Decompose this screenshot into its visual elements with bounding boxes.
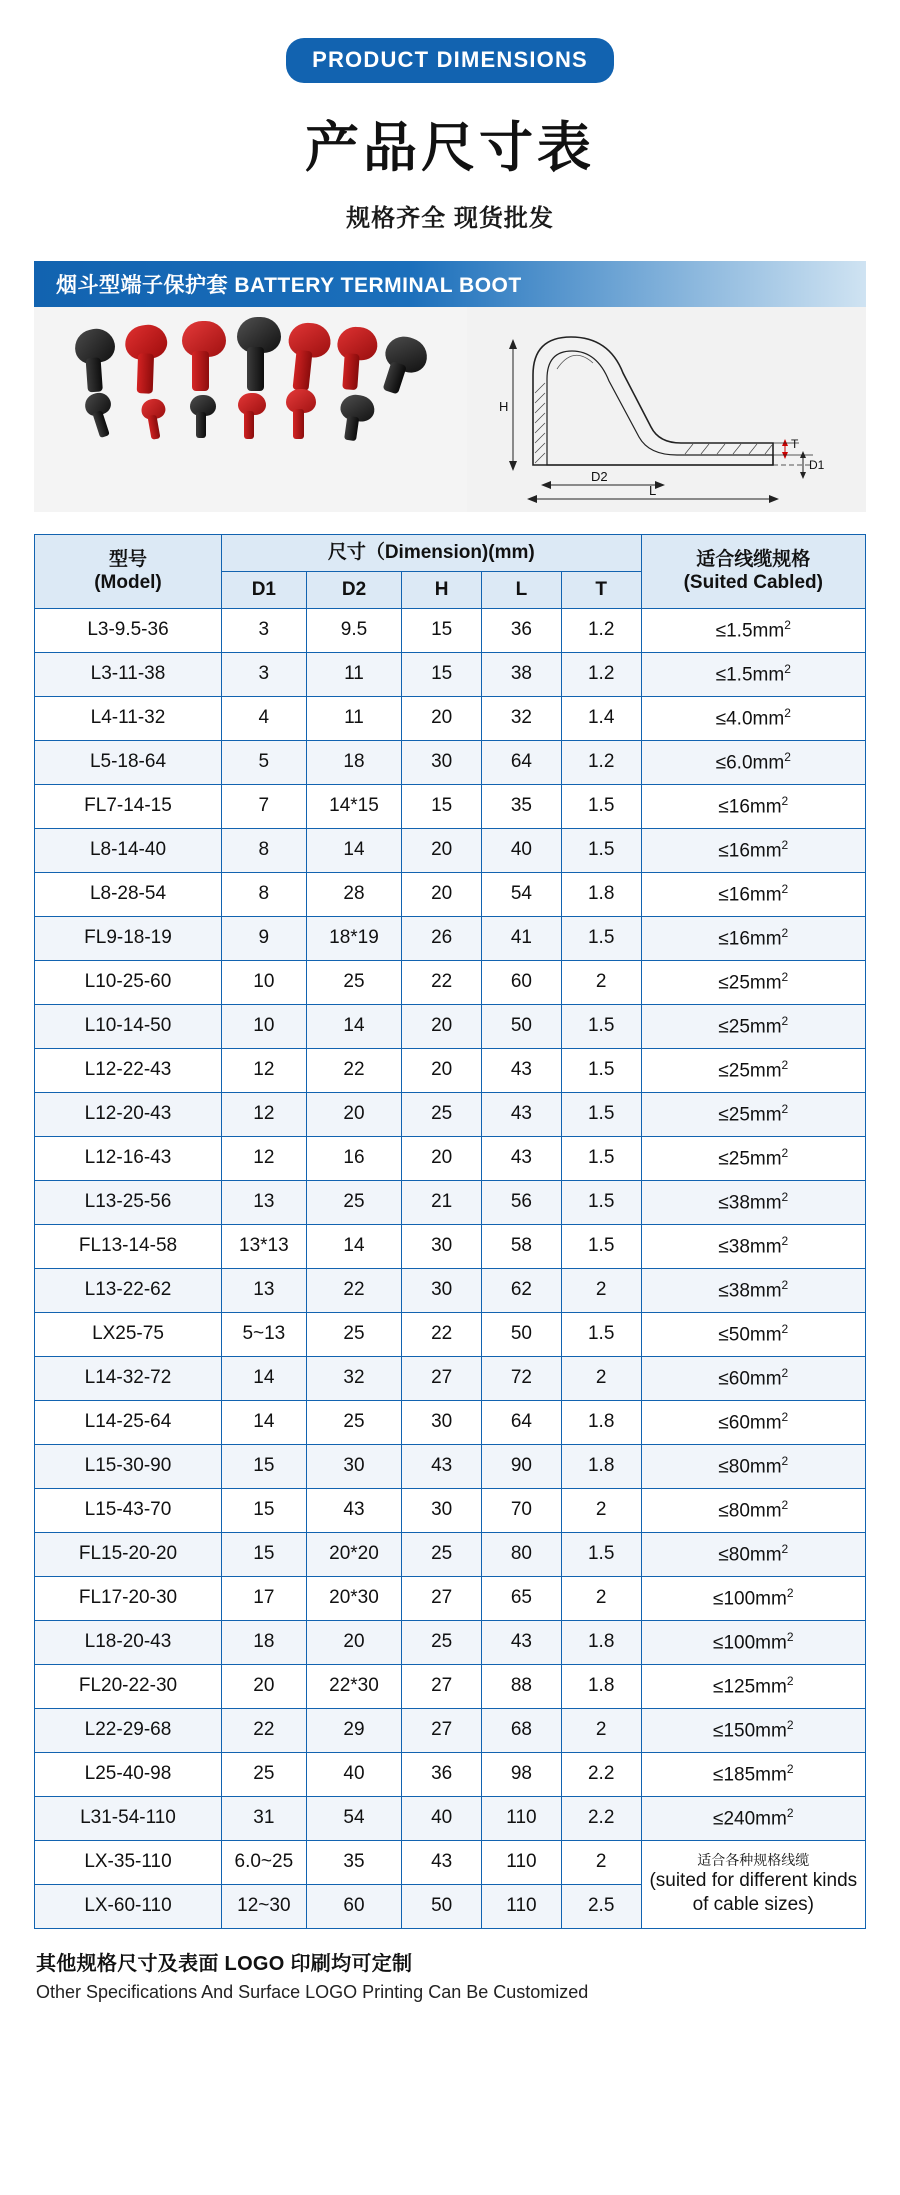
cell-t: 1.5 [561, 1180, 641, 1224]
boot-red-3 [286, 321, 333, 373]
cell-d1: 17 [221, 1576, 306, 1620]
boot-red-1 [123, 322, 171, 375]
cell-d2: 14*15 [306, 784, 402, 828]
table-header-row-1 [35, 535, 866, 572]
cell-h: 26 [402, 916, 482, 960]
cell-t: 1.5 [561, 828, 641, 872]
boot-red-small-3 [286, 389, 316, 423]
section-bar [34, 261, 866, 307]
cell-d1: 18 [221, 1620, 306, 1664]
cell-t: 2 [561, 1356, 641, 1400]
cell-model: L13-22-62 [35, 1268, 222, 1312]
cell-suited: $\le 25mm^2$ [641, 1136, 865, 1180]
diagram-label-h: H [498, 399, 509, 414]
cell-d1: 5~13 [221, 1312, 306, 1356]
cell-t: 2 [561, 1488, 641, 1532]
cell-model: FL20-22-30 [35, 1664, 222, 1708]
diagram-label-t: T [790, 437, 798, 451]
cell-model: L25-40-98 [35, 1752, 222, 1796]
cell-suited: $\le 1.5mm^2$ [641, 652, 865, 696]
cell-d2: 14 [306, 1004, 402, 1048]
boot-black-small-1 [82, 390, 116, 427]
cell-model: FL15-20-20 [35, 1532, 222, 1576]
cell-suited: $\le 25mm^2$ [641, 1004, 865, 1048]
footer-note [34, 1947, 866, 2003]
cell-h: 43 [402, 1444, 482, 1488]
cell-model: LX-35-110 [35, 1840, 222, 1884]
cell-model: L3-9.5-36 [35, 608, 222, 652]
cell-t: 1.8 [561, 872, 641, 916]
cell-h: 20 [402, 872, 482, 916]
cell-t: 1.5 [561, 1092, 641, 1136]
cell-suited: $\le 80mm^2$ [641, 1444, 865, 1488]
cell-l: 62 [482, 1268, 562, 1312]
cell-d2: 20 [306, 1092, 402, 1136]
cell-l: 43 [482, 1136, 562, 1180]
header-model [35, 535, 222, 609]
cell-t: 1.5 [561, 1048, 641, 1092]
cell-h: 27 [402, 1356, 482, 1400]
cell-model: FL7-14-15 [35, 784, 222, 828]
cell-suited: $\le 60mm^2$ [641, 1356, 865, 1400]
cell-d2: 29 [306, 1708, 402, 1752]
cell-h: 25 [402, 1620, 482, 1664]
header-d2: D2 [306, 571, 402, 608]
table-row [35, 1312, 866, 1356]
cell-suited: $\le 38mm^2$ [641, 1268, 865, 1312]
cell-suited: $\le 38mm^2$ [641, 1180, 865, 1224]
cell-suited: $\le 6.0mm^2$ [641, 740, 865, 784]
cell-d1: 12~30 [221, 1884, 306, 1928]
cell-suited: $\le 125mm^2$ [641, 1664, 865, 1708]
cell-d1: 22 [221, 1708, 306, 1752]
cell-h: 30 [402, 1224, 482, 1268]
cell-d2: 9.5 [306, 608, 402, 652]
section-bar-label: 烟斗型端子保护套 BATTERY TERMINAL BOOT [56, 274, 522, 297]
cell-t: 1.8 [561, 1664, 641, 1708]
cell-h: 22 [402, 960, 482, 1004]
cell-d2: 22*30 [306, 1664, 402, 1708]
cell-t: 1.2 [561, 652, 641, 696]
table-row [35, 1004, 866, 1048]
cell-t: 2 [561, 1708, 641, 1752]
cell-d2: 28 [306, 872, 402, 916]
cell-l: 54 [482, 872, 562, 916]
cell-model: FL17-20-30 [35, 1576, 222, 1620]
cell-h: 50 [402, 1884, 482, 1928]
boot-black-3 [378, 332, 432, 387]
table-row [35, 960, 866, 1004]
cell-t: 2.2 [561, 1796, 641, 1840]
cell-t: 2.5 [561, 1884, 641, 1928]
boot-black-1 [72, 325, 121, 378]
cell-t: 1.5 [561, 1224, 641, 1268]
table-row [35, 1092, 866, 1136]
cell-suited: $\le 16mm^2$ [641, 916, 865, 960]
header-suited [641, 535, 865, 609]
cell-l: 36 [482, 608, 562, 652]
cell-h: 20 [402, 1136, 482, 1180]
cell-suited: $\le 16mm^2$ [641, 828, 865, 872]
cell-d1: 13 [221, 1268, 306, 1312]
header-d1: D1 [221, 571, 306, 608]
boot-red-4 [335, 326, 378, 375]
cell-d1: 13*13 [221, 1224, 306, 1268]
footer-note-en: Other Specifications And Surface LOGO Printing Can Be Customized [36, 1981, 589, 2002]
header-t: T [561, 571, 641, 608]
table-row [35, 1576, 866, 1620]
cell-d2: 40 [306, 1752, 402, 1796]
page-title: 产品尺寸表 [305, 118, 595, 178]
cell-l: 40 [482, 828, 562, 872]
cell-h: 27 [402, 1664, 482, 1708]
cell-h: 20 [402, 828, 482, 872]
cell-d1: 10 [221, 1004, 306, 1048]
cell-d1: 20 [221, 1664, 306, 1708]
table-body [35, 608, 866, 1928]
cell-t: 1.5 [561, 1004, 641, 1048]
table-row [35, 1048, 866, 1092]
cell-l: 38 [482, 652, 562, 696]
cell-l: 72 [482, 1356, 562, 1400]
cell-l: 41 [482, 916, 562, 960]
cell-suited: $\le 240mm^2$ [641, 1796, 865, 1840]
cell-h: 30 [402, 1400, 482, 1444]
cell-t: 1.5 [561, 1136, 641, 1180]
cell-d2: 16 [306, 1136, 402, 1180]
header-l: L [482, 571, 562, 608]
cell-h: 25 [402, 1532, 482, 1576]
cell-t: 2 [561, 1268, 641, 1312]
cell-t: 1.2 [561, 740, 641, 784]
cell-l: 56 [482, 1180, 562, 1224]
cell-l: 50 [482, 1312, 562, 1356]
header-suited-en: (Suited Cabled) [683, 572, 823, 594]
cell-h: 30 [402, 740, 482, 784]
cell-model: L5-18-64 [35, 740, 222, 784]
cell-d2: 32 [306, 1356, 402, 1400]
cell-d2: 18 [306, 740, 402, 784]
cell-suited: $\le 80mm^2$ [641, 1532, 865, 1576]
cell-d1: 6.0~25 [221, 1840, 306, 1884]
cell-d1: 5 [221, 740, 306, 784]
cell-d2: 20*30 [306, 1576, 402, 1620]
cell-l: 68 [482, 1708, 562, 1752]
table-row [35, 1444, 866, 1488]
cell-l: 64 [482, 740, 562, 784]
table-row [35, 1796, 866, 1840]
table-row [35, 1136, 866, 1180]
table-row [35, 1840, 866, 1884]
table-row [35, 1708, 866, 1752]
cell-t: 2.2 [561, 1752, 641, 1796]
cell-suited: $\le 25mm^2$ [641, 1092, 865, 1136]
diagram-label-d2: D2 [590, 469, 608, 484]
cell-l: 35 [482, 784, 562, 828]
cell-d2: 35 [306, 1840, 402, 1884]
diagram-label-l: L [648, 483, 656, 498]
table-row [35, 916, 866, 960]
product-photo [34, 307, 467, 512]
cell-t: 2 [561, 960, 641, 1004]
cell-l: 88 [482, 1664, 562, 1708]
table-row [35, 1620, 866, 1664]
table-row [35, 1224, 866, 1268]
cell-suited: $\le 38mm^2$ [641, 1224, 865, 1268]
cell-h: 30 [402, 1268, 482, 1312]
cell-d1: 31 [221, 1796, 306, 1840]
cell-l: 70 [482, 1488, 562, 1532]
cell-d1: 15 [221, 1444, 306, 1488]
cell-suited: $\le 185mm^2$ [641, 1752, 865, 1796]
cell-d2: 25 [306, 1400, 402, 1444]
cell-d1: 8 [221, 872, 306, 916]
cell-d2: 14 [306, 1224, 402, 1268]
cell-h: 15 [402, 784, 482, 828]
cell-h: 20 [402, 1004, 482, 1048]
cell-l: 110 [482, 1796, 562, 1840]
boot-red-small-2 [238, 393, 266, 425]
cell-h: 20 [402, 1048, 482, 1092]
header-model-en: (Model) [94, 572, 162, 594]
cell-model: L13-25-56 [35, 1180, 222, 1224]
cell-d2: 60 [306, 1884, 402, 1928]
cell-h: 20 [402, 696, 482, 740]
cell-h: 21 [402, 1180, 482, 1224]
cell-d1: 12 [221, 1136, 306, 1180]
cell-suited: $\le 4.0mm^2$ [641, 696, 865, 740]
table-row [35, 1400, 866, 1444]
cell-h: 27 [402, 1708, 482, 1752]
cell-l: 32 [482, 696, 562, 740]
cell-l: 64 [482, 1400, 562, 1444]
table-header [35, 535, 866, 609]
cell-d2: 20 [306, 1620, 402, 1664]
cell-t: 1.8 [561, 1400, 641, 1444]
header-suited-cn: 适合线缆规格 [696, 548, 811, 570]
boot-cross-section-diagram [473, 315, 893, 505]
cell-model: L15-43-70 [35, 1488, 222, 1532]
cell-d1: 12 [221, 1092, 306, 1136]
cell-t: 1.5 [561, 916, 641, 960]
cell-l: 43 [482, 1620, 562, 1664]
cell-d1: 15 [221, 1532, 306, 1576]
cell-l: 65 [482, 1576, 562, 1620]
cell-t: 1.2 [561, 608, 641, 652]
table-row [35, 1268, 866, 1312]
cell-h: 36 [402, 1752, 482, 1796]
product-dimensions-badge: PRODUCT DIMENSIONS [286, 38, 614, 83]
cell-suited: $\le 16mm^2$ [641, 872, 865, 916]
page-subtitle: 规格齐全 现货批发 [346, 205, 554, 232]
cell-h: 30 [402, 1488, 482, 1532]
cell-model: L14-32-72 [35, 1356, 222, 1400]
cell-model: FL9-18-19 [35, 916, 222, 960]
cell-suited: $\le 100mm^2$ [641, 1576, 865, 1620]
product-diagram [467, 307, 866, 512]
cell-l: 110 [482, 1884, 562, 1928]
cell-model: L22-29-68 [35, 1708, 222, 1752]
cell-l: 60 [482, 960, 562, 1004]
cell-suited: $\le 25mm^2$ [641, 1048, 865, 1092]
cell-d2: 43 [306, 1488, 402, 1532]
cell-d2: 11 [306, 652, 402, 696]
cell-l: 80 [482, 1532, 562, 1576]
cell-h: 22 [402, 1312, 482, 1356]
table-row [35, 1752, 866, 1796]
cell-t: 2 [561, 1840, 641, 1884]
cell-h: 15 [402, 652, 482, 696]
cell-suited-multi: 适合各种规格线缆 (suited for different kinds of cable sizes) [641, 1840, 865, 1928]
table-row [35, 784, 866, 828]
cell-model: L15-30-90 [35, 1444, 222, 1488]
cell-d2: 25 [306, 1180, 402, 1224]
header-model-cn: 型号 [108, 548, 147, 570]
cell-t: 1.4 [561, 696, 641, 740]
cell-model: L8-14-40 [35, 828, 222, 872]
page-header [34, 0, 866, 233]
cell-model: L12-22-43 [35, 1048, 222, 1092]
cell-d1: 12 [221, 1048, 306, 1092]
boot-red-small-1 [140, 397, 168, 429]
cell-t: 1.8 [561, 1444, 641, 1488]
diagram-label-d1: D1 [808, 458, 824, 472]
boot-black-2 [237, 317, 281, 369]
media-row [34, 307, 866, 512]
cell-model: L3-11-38 [35, 652, 222, 696]
cell-suited: $\le 100mm^2$ [641, 1620, 865, 1664]
cell-l: 50 [482, 1004, 562, 1048]
cell-d1: 9 [221, 916, 306, 960]
cell-suited: $\le 1.5mm^2$ [641, 608, 865, 652]
footer-note-cn: 其他规格尺寸及表面 LOGO 印刷均可定制 [36, 1952, 413, 1975]
header-dimension-group: 尺寸（Dimension)(mm) [221, 535, 641, 572]
cell-h: 40 [402, 1796, 482, 1840]
cell-h: 25 [402, 1092, 482, 1136]
cell-l: 58 [482, 1224, 562, 1268]
cell-d2: 54 [306, 1796, 402, 1840]
cell-d1: 4 [221, 696, 306, 740]
cell-d2: 25 [306, 960, 402, 1004]
cell-d2: 25 [306, 1312, 402, 1356]
table-row [35, 608, 866, 652]
boot-black-small-2 [190, 395, 216, 425]
cell-model: L18-20-43 [35, 1620, 222, 1664]
cell-d1: 3 [221, 652, 306, 696]
cell-suited: $\le 150mm^2$ [641, 1708, 865, 1752]
cell-l: 43 [482, 1048, 562, 1092]
cell-h: 15 [402, 608, 482, 652]
cell-t: 1.5 [561, 1532, 641, 1576]
table-row [35, 1488, 866, 1532]
cell-l: 43 [482, 1092, 562, 1136]
cell-d1: 10 [221, 960, 306, 1004]
cell-model: L31-54-110 [35, 1796, 222, 1840]
cell-model: L4-11-32 [35, 696, 222, 740]
cell-model: LX-60-110 [35, 1884, 222, 1928]
cell-suited: $\le 80mm^2$ [641, 1488, 865, 1532]
cell-model: L10-25-60 [35, 960, 222, 1004]
cell-t: 1.5 [561, 784, 641, 828]
table-row [35, 740, 866, 784]
table-row [35, 1532, 866, 1576]
cell-t: 1.5 [561, 1312, 641, 1356]
cell-model: L14-25-64 [35, 1400, 222, 1444]
cell-d1: 3 [221, 608, 306, 652]
cell-d1: 14 [221, 1356, 306, 1400]
table-row [35, 652, 866, 696]
cell-d2: 18*19 [306, 916, 402, 960]
table-row [35, 1664, 866, 1708]
cell-d1: 25 [221, 1752, 306, 1796]
table-row [35, 1180, 866, 1224]
cell-h: 27 [402, 1576, 482, 1620]
cell-t: 2 [561, 1576, 641, 1620]
cell-l: 98 [482, 1752, 562, 1796]
cell-model: LX25-75 [35, 1312, 222, 1356]
table-row [35, 872, 866, 916]
cell-d1: 14 [221, 1400, 306, 1444]
cell-d2: 14 [306, 828, 402, 872]
cell-d2: 22 [306, 1268, 402, 1312]
cell-suited: $\le 25mm^2$ [641, 960, 865, 1004]
header-h: H [402, 571, 482, 608]
cell-h: 43 [402, 1840, 482, 1884]
cell-d2: 30 [306, 1444, 402, 1488]
table-row [35, 696, 866, 740]
cell-d1: 7 [221, 784, 306, 828]
cell-model: L10-14-50 [35, 1004, 222, 1048]
boot-red-2 [182, 321, 226, 371]
cell-d1: 13 [221, 1180, 306, 1224]
table-row [35, 828, 866, 872]
cell-t: 1.8 [561, 1620, 641, 1664]
table-row [35, 1356, 866, 1400]
cell-model: L12-16-43 [35, 1136, 222, 1180]
cell-model: L8-28-54 [35, 872, 222, 916]
cell-d1: 8 [221, 828, 306, 872]
cell-d2: 20*20 [306, 1532, 402, 1576]
cell-d2: 11 [306, 696, 402, 740]
cell-l: 110 [482, 1840, 562, 1884]
cell-d2: 22 [306, 1048, 402, 1092]
cell-suited: $\le 16mm^2$ [641, 784, 865, 828]
cell-l: 90 [482, 1444, 562, 1488]
boot-black-small-3 [338, 393, 376, 431]
cell-suited: $\le 60mm^2$ [641, 1400, 865, 1444]
cell-model: FL13-14-58 [35, 1224, 222, 1268]
cell-model: L12-20-43 [35, 1092, 222, 1136]
cell-d1: 15 [221, 1488, 306, 1532]
dimensions-table [34, 534, 866, 1929]
cell-suited: $\le 50mm^2$ [641, 1312, 865, 1356]
